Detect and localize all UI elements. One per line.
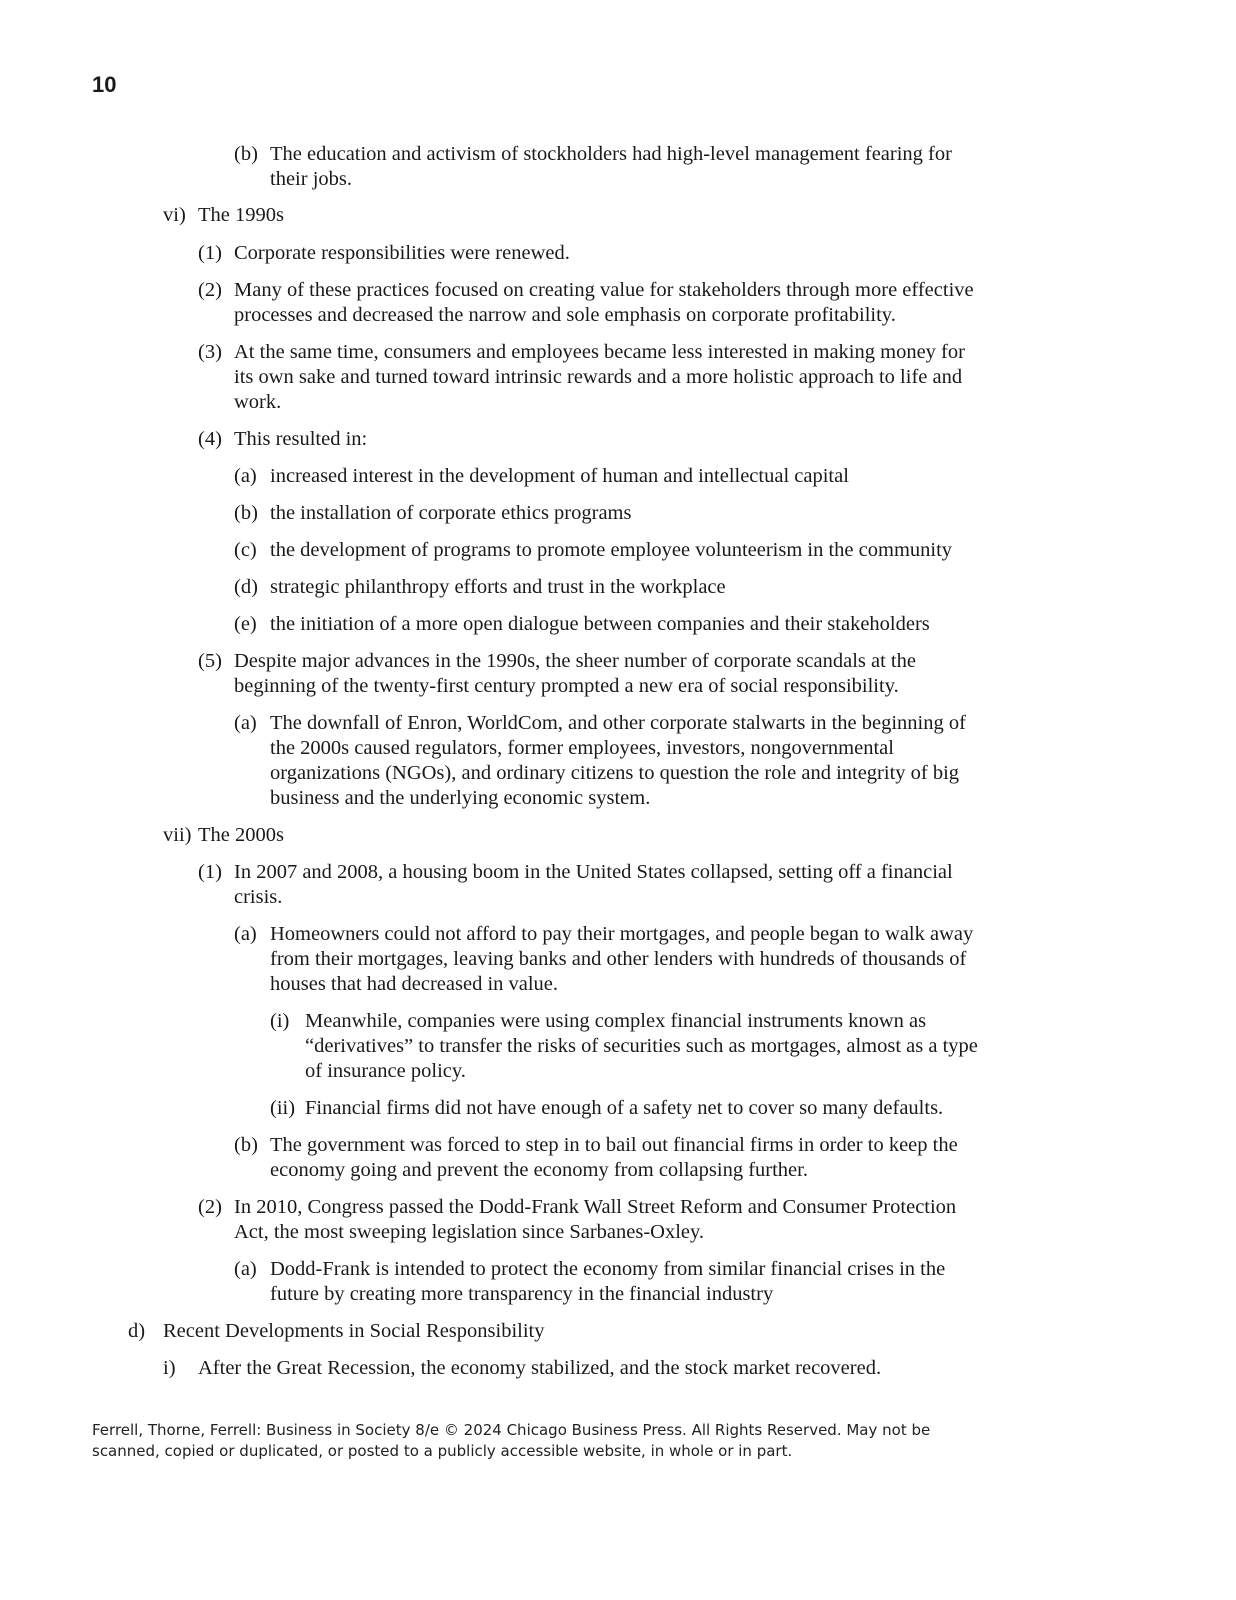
- outline-marker: (ii): [270, 1097, 296, 1119]
- outline-marker: (b): [234, 143, 258, 165]
- outline-item-text: the initiation of a more open dialogue between companies and their stakeholders: [270, 613, 930, 635]
- outline-marker: (b): [234, 1134, 258, 1156]
- outline-marker: (a): [234, 712, 257, 734]
- outline-marker: (4): [198, 428, 222, 450]
- outline-item-text: The 1990s: [198, 204, 284, 226]
- outline-item-text: houses that had decreased in value.: [270, 973, 559, 995]
- outline-item-text: In 2007 and 2008, a housing boom in the United States collapsed, setting off a financial: [234, 861, 953, 883]
- outline-item-text: of insurance policy.: [305, 1060, 466, 1082]
- outline-marker: vii): [163, 824, 192, 846]
- outline-item-text: from their mortgages, leaving banks and other lenders with hundreds of thousands of: [270, 948, 967, 970]
- outline-item-text: organizations (NGOs), and ordinary citizens to question the role and integrity of big: [270, 762, 960, 784]
- outline-item-text: The downfall of Enron, WorldCom, and other corporate stalwarts in the beginning of: [270, 712, 966, 734]
- outline-item-text: Recent Developments in Social Responsibility: [163, 1320, 545, 1342]
- outline-marker: (1): [198, 242, 222, 264]
- outline-item-text: In 2010, Congress passed the Dodd-Frank Wall Street Reform and Consumer Protection: [234, 1196, 957, 1218]
- outline-marker: (2): [198, 279, 222, 301]
- outline-marker: i): [163, 1357, 176, 1379]
- outline-item-text: their jobs.: [270, 168, 352, 190]
- outline-item-text: work.: [234, 391, 282, 413]
- outline-item-text: business and the underlying economic system.: [270, 787, 651, 809]
- outline-marker: (a): [234, 1258, 257, 1280]
- outline-item-text: processes and decreased the narrow and sole emphasis on corporate profitability.: [234, 304, 896, 326]
- outline-item-text: This resulted in:: [234, 428, 368, 450]
- copyright-footer-line-1: Ferrell, Thorne, Ferrell: Business in Society 8/e © 2024 Chicago Business Press. All Rights Reserved. May not be: [92, 1421, 931, 1439]
- outline-marker: (i): [270, 1010, 290, 1032]
- outline-item-text: the 2000s caused regulators, former employees, investors, nongovernmental: [270, 737, 894, 759]
- outline-item-text: strategic philanthropy efforts and trust in the workplace: [270, 576, 726, 598]
- outline-item-text: the installation of corporate ethics programs: [270, 502, 632, 524]
- outline-item-text: Act, the most sweeping legislation since Sarbanes-Oxley.: [234, 1221, 705, 1243]
- outline-item-text: future by creating more transparency in the financial industry: [270, 1283, 774, 1305]
- outline-marker: (c): [234, 539, 257, 561]
- outline-item-text: beginning of the twenty-first century prompted a new era of social responsibility.: [234, 675, 899, 697]
- outline-marker: (b): [234, 502, 258, 524]
- outline-item-text: Meanwhile, companies were using complex financial instruments known as: [305, 1010, 927, 1032]
- outline-item-text: the development of programs to promote employee volunteerism in the community: [270, 539, 953, 561]
- outline-marker: (a): [234, 923, 257, 945]
- outline-marker: (a): [234, 465, 257, 487]
- outline-item-text: crisis.: [234, 886, 283, 908]
- outline-item-text: Financial firms did not have enough of a safety net to cover so many defaults.: [305, 1097, 944, 1119]
- outline-item-text: The education and activism of stockholders had high-level management fearing for: [270, 143, 952, 165]
- outline-marker: vi): [163, 204, 186, 226]
- outline-item-text: Homeowners could not afford to pay their mortgages, and people began to walk away: [270, 923, 974, 945]
- outline-item-text: increased interest in the development of human and intellectual capital: [270, 465, 849, 487]
- outline-marker: (d): [234, 576, 258, 598]
- outline-item-text: The government was forced to step in to bail out financial firms in order to keep the: [270, 1134, 958, 1156]
- outline-marker: (e): [234, 613, 257, 635]
- outline-marker: (5): [198, 650, 222, 672]
- outline-item-text: economy going and prevent the economy from collapsing further.: [270, 1159, 808, 1181]
- outline-marker: d): [128, 1320, 146, 1342]
- outline-item-text: Dodd-Frank is intended to protect the economy from similar financial crises in the: [270, 1258, 946, 1280]
- outline-item-text: its own sake and turned toward intrinsic rewards and a more holistic approach to life and: [234, 366, 963, 388]
- outline-item-text: At the same time, consumers and employees became less interested in making money for: [234, 341, 965, 363]
- outline-marker: (1): [198, 861, 222, 883]
- outline-item-text: Many of these practices focused on creating value for stakeholders through more effective: [234, 279, 974, 301]
- outline-item-text: The 2000s: [198, 824, 284, 846]
- outline-item-text: Despite major advances in the 1990s, the sheer number of corporate scandals at the: [234, 650, 916, 672]
- outline-marker: (3): [198, 341, 222, 363]
- copyright-footer-line-2: scanned, copied or duplicated, or posted to a publicly accessible website, in whole or in part.: [92, 1442, 793, 1460]
- outline-item-text: Corporate responsibilities were renewed.: [234, 242, 570, 264]
- outline-marker: (2): [198, 1196, 222, 1218]
- page-number: 10: [92, 72, 117, 97]
- outline-item-text: “derivatives” to transfer the risks of securities such as mortgages, almost as a type: [305, 1035, 978, 1057]
- outline-item-text: After the Great Recession, the economy stabilized, and the stock market recovered.: [198, 1357, 882, 1379]
